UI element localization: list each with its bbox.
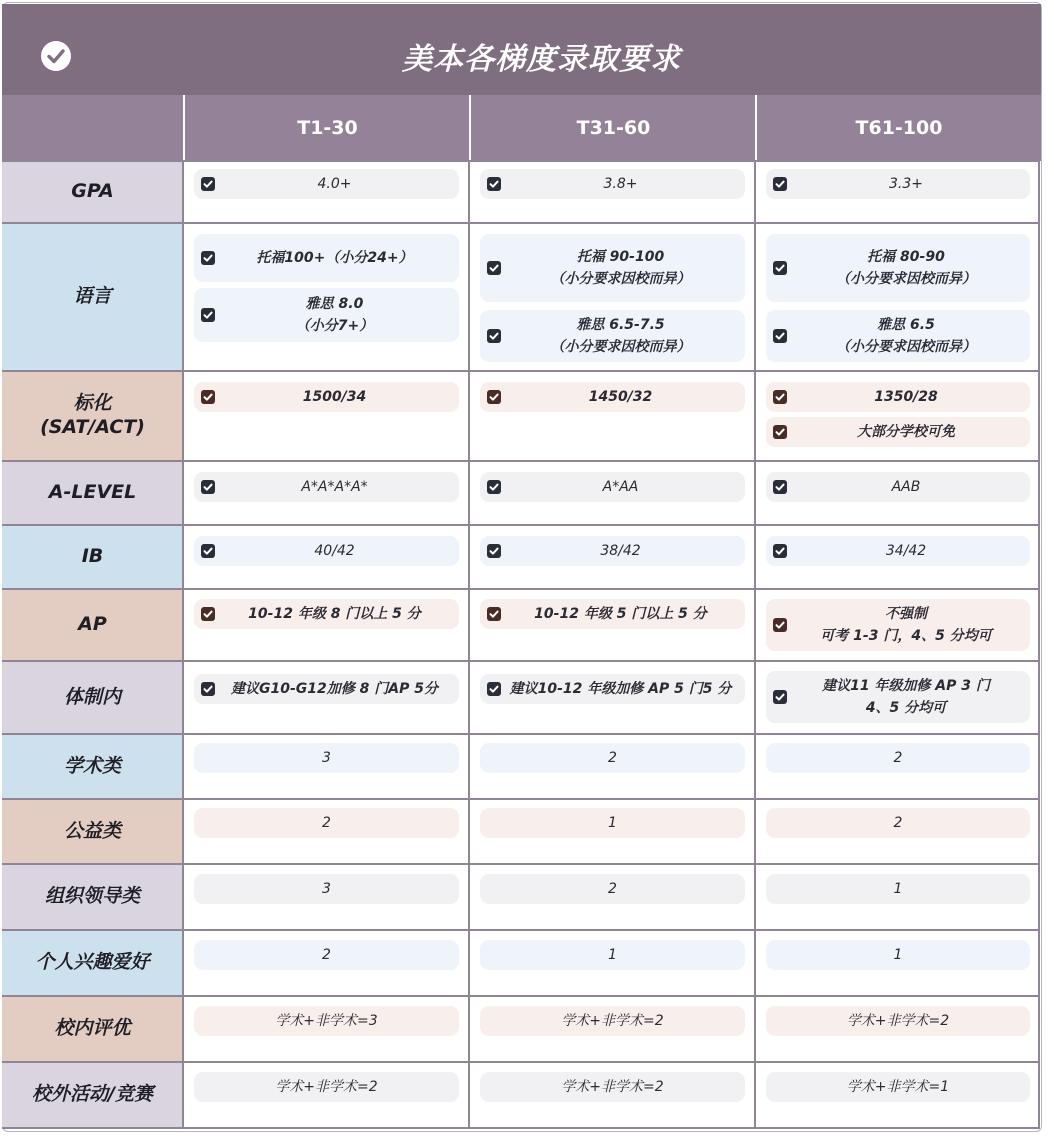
row-label xyxy=(2,996,183,1062)
requirement-text: 建议11 年级加修 AP 3 门 4、5 分均可 xyxy=(822,678,990,716)
requirement-pill xyxy=(194,874,459,904)
checkbox-icon xyxy=(487,480,501,494)
requirement-text: 学术+非学术=2 xyxy=(275,1079,378,1095)
requirement-pill xyxy=(766,310,1030,362)
row-label-text: 校外活动/竞赛 xyxy=(32,1083,153,1106)
row-label-text: AP xyxy=(78,613,107,636)
requirement-text: 3 xyxy=(322,881,331,897)
requirement-text: 雅思 6.5-7.5 （小分要求因校而异） xyxy=(550,317,691,355)
requirement-pill xyxy=(766,169,1030,199)
row-label xyxy=(2,525,183,589)
checkbox-icon xyxy=(487,177,501,191)
row-divider xyxy=(2,929,1040,931)
checkbox-icon xyxy=(201,682,215,696)
row-divider xyxy=(2,524,1040,526)
requirement-pill xyxy=(766,472,1030,502)
requirement-pill xyxy=(480,472,745,502)
row-label-text: 体制内 xyxy=(63,685,121,708)
row-divider xyxy=(2,1061,1040,1063)
requirement-pill xyxy=(766,1006,1030,1036)
column-divider xyxy=(182,161,184,1128)
row-label-text: IB xyxy=(81,545,104,568)
checkbox-icon xyxy=(773,618,787,632)
requirement-text: 34/42 xyxy=(885,543,927,559)
requirement-pill xyxy=(194,808,459,838)
row-label xyxy=(2,161,183,223)
column-divider xyxy=(754,161,756,1128)
requirement-text: 2 xyxy=(322,815,331,831)
requirement-pill xyxy=(766,671,1030,723)
requirement-pill xyxy=(480,1006,745,1036)
row-divider xyxy=(2,1127,1040,1129)
row-divider xyxy=(2,995,1040,997)
requirement-pill xyxy=(194,472,459,502)
row-divider xyxy=(2,222,1040,224)
row-label-text: A-LEVEL xyxy=(48,481,137,504)
requirement-pill xyxy=(194,382,459,412)
requirement-pill xyxy=(766,382,1030,412)
requirement-pill xyxy=(480,674,745,704)
requirement-pill xyxy=(766,743,1030,773)
row-label-text: GPA xyxy=(71,180,114,203)
requirement-text: 3.8+ xyxy=(603,176,638,192)
row-divider xyxy=(2,460,1040,462)
requirement-text: 1 xyxy=(608,815,617,831)
requirement-pill xyxy=(194,1072,459,1102)
checkbox-icon xyxy=(201,544,215,558)
checkbox-icon xyxy=(201,177,215,191)
requirement-text: 学术+非学术=2 xyxy=(846,1013,950,1029)
requirement-text: 2 xyxy=(608,750,617,766)
requirement-pill xyxy=(480,874,745,904)
checkbox-icon xyxy=(487,682,501,696)
requirement-pill xyxy=(766,808,1030,838)
checkbox-icon xyxy=(201,607,215,621)
checkbox-icon xyxy=(773,390,787,404)
requirement-pill xyxy=(480,382,745,412)
requirement-pill xyxy=(480,1072,745,1102)
checkbox-icon xyxy=(487,390,501,404)
checkbox-icon xyxy=(487,261,501,275)
requirement-pill xyxy=(480,536,745,566)
requirement-text: 1350/28 xyxy=(874,389,938,405)
requirement-pill xyxy=(766,874,1030,904)
requirement-text: 建议10-12 年级加修 AP 5 门5 分 xyxy=(509,681,732,697)
row-label-text: 个人兴趣爱好 xyxy=(35,951,150,974)
checkbox-icon xyxy=(487,329,501,343)
requirement-text: 托福 80-90 （小分要求因校而异） xyxy=(836,249,976,287)
page-title: 美本各梯度录取要求 xyxy=(402,42,681,77)
requirement-pill xyxy=(194,288,459,342)
requirement-text: 40/42 xyxy=(314,543,355,559)
row-label-text: 语言 xyxy=(73,285,112,308)
checkbox-icon xyxy=(201,390,215,404)
requirement-text: 建议G10-G12加修 8 门AP 5分 xyxy=(231,681,438,697)
row-label xyxy=(2,864,183,930)
row-divider xyxy=(2,660,1040,662)
checkbox-icon xyxy=(201,251,215,265)
requirement-pill xyxy=(194,674,459,704)
row-divider xyxy=(2,733,1040,735)
row-label-text: 组织领导类 xyxy=(44,885,140,908)
requirement-text: 2 xyxy=(608,881,617,897)
checkbox-icon xyxy=(487,544,501,558)
checkbox-icon xyxy=(773,480,787,494)
row-divider xyxy=(2,370,1040,372)
checkbox-icon xyxy=(773,177,787,191)
row-divider xyxy=(2,588,1040,590)
checkbox-icon xyxy=(773,690,787,704)
requirement-text: 雅思 6.5 （小分要求因校而异） xyxy=(836,317,976,355)
column-header: T31-60 xyxy=(576,117,651,139)
requirement-pill xyxy=(480,808,745,838)
row-divider xyxy=(2,863,1040,865)
requirement-pill xyxy=(480,743,745,773)
column-divider xyxy=(468,161,470,1128)
row-label-text: 学术类 xyxy=(63,754,121,777)
requirement-pill xyxy=(194,234,459,282)
requirement-pill xyxy=(194,169,459,199)
row-label xyxy=(2,799,183,864)
requirement-text: 1500/34 xyxy=(302,389,367,405)
requirement-pill xyxy=(194,536,459,566)
row-label xyxy=(2,734,183,799)
row-label xyxy=(2,589,183,661)
requirement-text: 10-12 年级 8 门以上 5 分 xyxy=(248,606,421,622)
requirement-text: 1 xyxy=(608,947,617,963)
checkbox-icon xyxy=(487,607,501,621)
checkbox-icon xyxy=(773,544,787,558)
requirement-text: 10-12 年级 5 门以上 5 分 xyxy=(534,606,707,622)
requirement-text: 学术+非学术=1 xyxy=(846,1079,950,1095)
requirement-text: 38/42 xyxy=(600,543,641,559)
checkbox-icon xyxy=(201,308,215,322)
requirement-pill xyxy=(766,417,1030,447)
requirement-text: 1450/32 xyxy=(588,389,653,405)
requirement-pill xyxy=(766,940,1030,970)
requirement-pill xyxy=(194,1006,459,1036)
row-label xyxy=(2,930,183,996)
row-label-text: 校内评优 xyxy=(54,1017,131,1040)
row-label xyxy=(2,661,183,734)
requirement-text: 1 xyxy=(893,881,903,897)
requirement-text: 托福 90-100 （小分要求因校而异） xyxy=(550,249,691,287)
requirement-pill xyxy=(766,599,1030,651)
requirement-text: 3.3+ xyxy=(889,176,923,192)
requirement-pill xyxy=(480,169,745,199)
check-circle-icon xyxy=(41,41,71,71)
requirement-text: 大部分学校可免 xyxy=(857,424,955,440)
requirement-text: 雅思 8.0 （小分7+） xyxy=(295,296,374,334)
requirement-pill xyxy=(766,536,1030,566)
requirement-text: 1 xyxy=(893,947,903,963)
row-label xyxy=(2,371,183,461)
requirement-text: A*A*A*A* xyxy=(301,479,368,495)
requirement-pill xyxy=(480,599,745,629)
checkbox-icon xyxy=(201,480,215,494)
requirement-text: AAB xyxy=(891,479,921,495)
requirement-text: 4.0+ xyxy=(317,176,352,192)
requirement-pill xyxy=(480,940,745,970)
requirement-text: 2 xyxy=(322,947,331,963)
requirement-text: 不强制 可考 1-3 门，4、5 分均可 xyxy=(820,606,992,644)
requirement-text: 2 xyxy=(893,750,903,766)
requirement-pill xyxy=(194,940,459,970)
requirement-text: 3 xyxy=(322,750,331,766)
requirement-text: 学术+非学术=3 xyxy=(275,1013,378,1029)
requirement-text: 学术+非学术=2 xyxy=(561,1013,664,1029)
column-divider xyxy=(1038,161,1040,1128)
column-header: T61-100 xyxy=(855,117,943,139)
requirement-text: 学术+非学术=2 xyxy=(561,1079,664,1095)
row-label xyxy=(2,1062,183,1128)
requirement-text: 2 xyxy=(893,815,903,831)
title-bar xyxy=(2,4,1041,95)
requirement-text: A*AA xyxy=(602,479,639,495)
row-label-text: 标化 (SAT/ACT) xyxy=(40,392,145,438)
checkbox-icon xyxy=(773,425,787,439)
requirement-pill xyxy=(766,234,1030,302)
row-label-text: 公益类 xyxy=(63,819,121,842)
requirement-pill xyxy=(480,234,745,302)
requirement-pill xyxy=(766,1072,1030,1102)
row-divider xyxy=(2,160,1040,162)
requirement-pill xyxy=(480,310,745,362)
column-header-row xyxy=(2,95,1041,161)
requirement-pill xyxy=(194,743,459,773)
requirement-pill xyxy=(194,599,459,629)
checkbox-icon xyxy=(773,261,787,275)
column-header: T1-30 xyxy=(297,117,358,139)
row-label xyxy=(2,223,183,371)
row-label xyxy=(2,461,183,525)
requirement-text: 托福100+（小分24+） xyxy=(256,250,413,266)
row-divider xyxy=(2,798,1040,800)
checkbox-icon xyxy=(773,329,787,343)
